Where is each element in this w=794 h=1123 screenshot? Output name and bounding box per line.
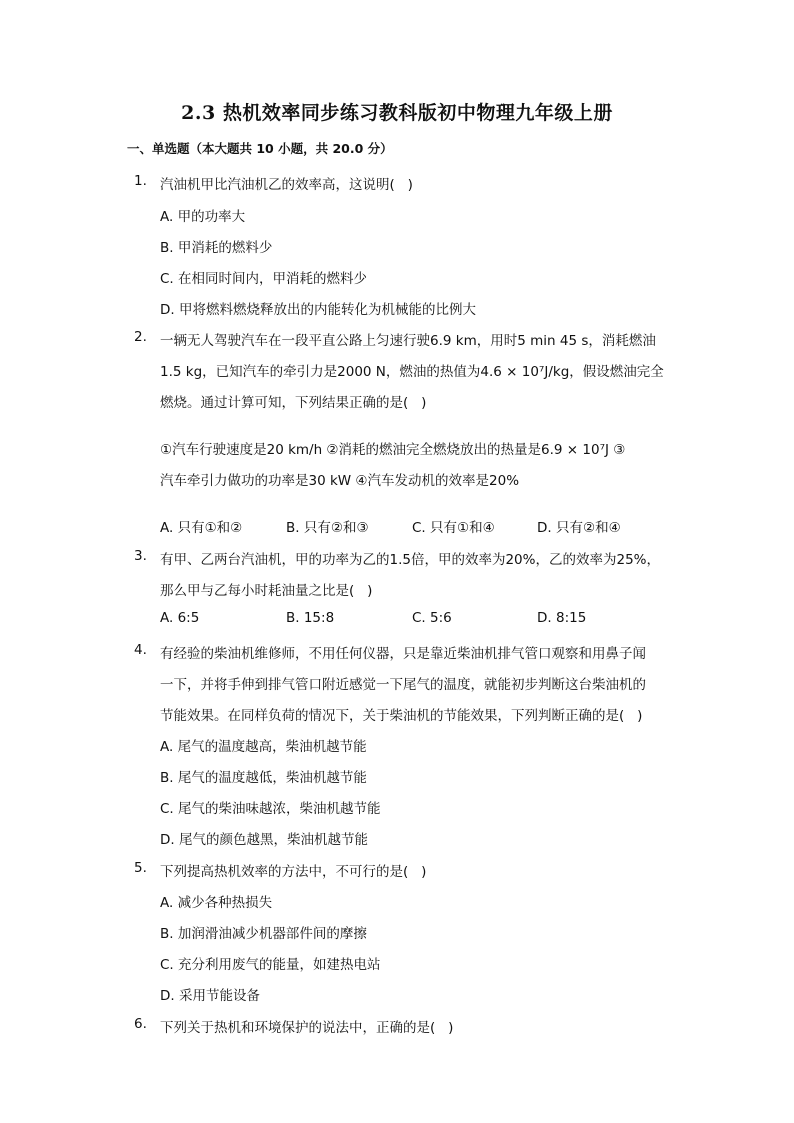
question-stem-line: 有经验的柴油机维修师，不用任何仪器，只是靠近柴油机排气管口观察和用鼻子闻 — [160, 646, 646, 662]
option: B. 15:8 — [286, 610, 335, 626]
option: A. 甲的功率大 — [160, 209, 246, 225]
question-number: 2. — [134, 329, 147, 345]
option: A. 6:5 — [160, 610, 200, 626]
option: C. 只有①和④ — [412, 520, 495, 536]
option: B. 只有②和③ — [286, 520, 369, 536]
page-title: 2.3 热机效率同步练习教科版初中物理九年级上册 — [181, 102, 613, 124]
question-stem: 汽油机甲比汽油机乙的效率高，这说明( ) — [160, 177, 413, 193]
question-number: 6. — [134, 1016, 147, 1032]
option: D. 尾气的颜色越黑，柴油机越节能 — [160, 832, 368, 848]
question-number: 5. — [134, 860, 147, 876]
question-number: 4. — [134, 642, 147, 658]
question-stem-line: 燃烧。通过计算可知，下列结果正确的是( ) — [160, 395, 427, 411]
section-heading: 一、单选题（本大题共 10 小题，共 20.0 分） — [127, 141, 393, 156]
option: C. 充分利用废气的能量，如建热电站 — [160, 957, 381, 973]
question-stem-line: 节能效果。在同样负荷的情况下，关于柴油机的节能效果，下列判断正确的是( ) — [160, 708, 643, 724]
question-stem-line: 有甲、乙两台汽油机，甲的功率为乙的1.5倍，甲的效率为20%，乙的效率为25%， — [160, 552, 660, 568]
option: B. 尾气的温度越低，柴油机越节能 — [160, 770, 367, 786]
question-stem: 下列关于热机和环境保护的说法中，正确的是( ) — [160, 1020, 454, 1036]
question-stem-line: 1.5 kg，已知汽车的牵引力是2000 N，燃油的热值为4.6 × 10⁷J/kg，假设燃油完全 — [160, 364, 664, 380]
option: C. 尾气的柴油味越浓，柴油机越节能 — [160, 801, 381, 817]
option: A. 尾气的温度越高，柴油机越节能 — [160, 739, 367, 755]
question-number: 3. — [134, 548, 147, 564]
option: D. 甲将燃料燃烧释放出的内能转化为机械能的比例大 — [160, 302, 476, 318]
question-stem-line: 一下，并将手伸到排气管口附近感觉一下尾气的温度，就能初步判断这台柴油机的 — [160, 677, 646, 693]
option: A. 减少各种热损失 — [160, 895, 273, 911]
option: B. 加润滑油减少机器部件间的摩擦 — [160, 926, 367, 942]
option: C. 在相同时间内，甲消耗的燃料少 — [160, 271, 368, 287]
statement-line: 汽车牵引力做功的功率是30 kW ④汽车发动机的效率是20% — [160, 473, 520, 489]
question-stem-line: 那么甲与乙每小时耗油量之比是( ) — [160, 583, 373, 599]
option: C. 5:6 — [412, 610, 452, 626]
question-stem-line: 一辆无人驾驶汽车在一段平直公路上匀速行驶6.9 km，用时5 min 45 s，消耗燃油 — [160, 333, 656, 349]
question-number: 1. — [134, 173, 147, 189]
option: D. 只有②和④ — [537, 520, 621, 536]
option: D. 采用节能设备 — [160, 988, 260, 1004]
statement-line: ①汽车行驶速度是20 km/h ②消耗的燃油完全燃烧放出的热量是6.9 × 10⁷J ③ — [160, 442, 626, 458]
option: A. 只有①和② — [160, 520, 243, 536]
option: B. 甲消耗的燃料少 — [160, 240, 273, 256]
option: D. 8:15 — [537, 610, 587, 626]
question-stem: 下列提高热机效率的方法中，不可行的是( ) — [160, 864, 427, 880]
